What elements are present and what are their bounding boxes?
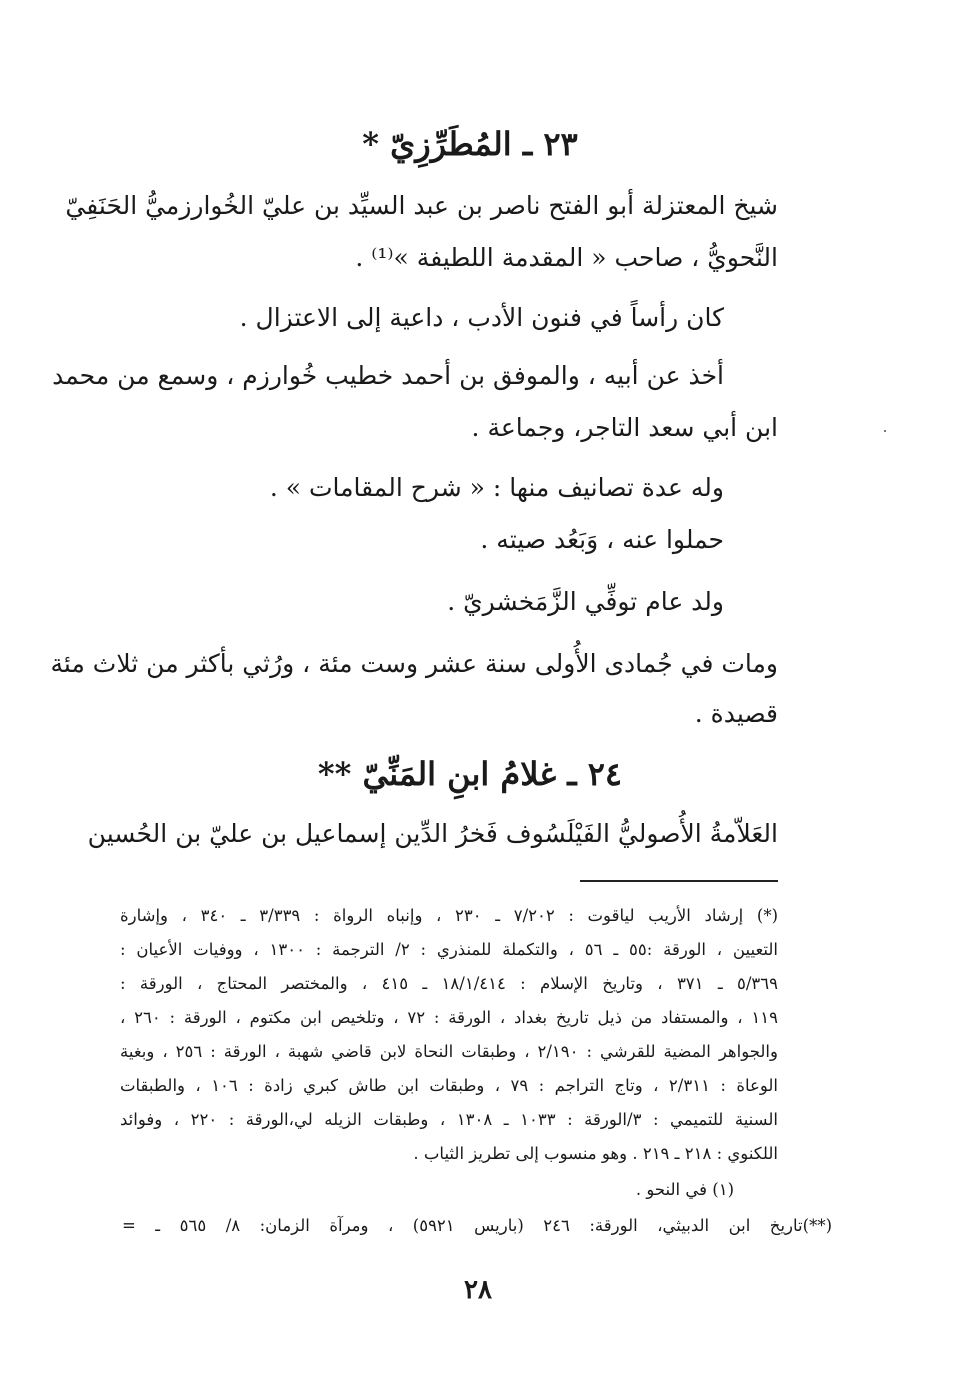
entry-23-heading: ٢٣ ـ المُطَرِّزِيّ * xyxy=(362,125,578,163)
scan-speck xyxy=(884,430,886,432)
footnote-line-3: ٥/٣٦٩ ـ ٣٧١ ، وتاريخ الإسلام : ١٨/١/٤١٤ ـ ٤١٥ ، والمختصر المحتاج ، الورقة : xyxy=(120,974,778,993)
page-number: ٢٨ xyxy=(464,1275,492,1305)
entry-23-intro-line-1: شيخ المعتزلة أبو الفتح ناصر بن عبد السيِّد بن عليّ الخُوارزميُّ الحَنَفِيّ xyxy=(65,191,778,220)
footnote-double-star: (**)تاريخ ابن الدبيثي، الورقة: ٢٤٦ (باريس ٥٩٢١) ، ومرآة الزمان: ٨/ ٥٦٥ ـ = xyxy=(122,1216,832,1235)
footnote-1: (١) في النحو . xyxy=(635,1180,734,1199)
entry-24-heading: ٢٤ ـ غلامُ ابنِ المَنِّيّ ** xyxy=(317,755,623,793)
entry-23-death-line-2: قصيدة . xyxy=(694,699,778,728)
entry-23-death-line-1: ومات في جُمادى الأُولى سنة عشر وست مئة ، ورُثي بأكثر من ثلاث مئة xyxy=(50,649,778,678)
footnote-line-6: الوعاة : ٢/٣١١ ، وتاج التراجم : ٧٩ ، وطبقات ابن طاش كبري زادة : ١٠٦ ، والطبقات xyxy=(120,1076,778,1095)
entry-23-teachers-line-2: ابن أبي سعد التاجر، وجماعة . xyxy=(471,413,778,442)
footnote-line-5: والجواهر المضية للقرشي : ٢/١٩٠ ، وطبقات النحاة لابن قاضي شهبة ، الورقة : ٢٥٦ ، وبغية xyxy=(120,1042,778,1061)
footnote-line-2: التعيين ، الورقة :٥٥ ـ ٥٦ ، والتكملة للمنذري : ٢/ الترجمة : ١٣٠٠ ، ووفيات الأعيان : xyxy=(120,940,778,959)
footnote-line-7: السنية للتميمي : ٣/الورقة : ١٠٣٣ ـ ١٣٠٨ ، وطبقات الزيله لي،الورقة : ٢٢٠ ، وفوائد xyxy=(120,1110,778,1129)
entry-23-paragraph-adab: كان رأساً في فنون الأدب ، داعية إلى الاعتزال . xyxy=(239,303,724,332)
entry-23-teachers-line-1: أخذ عن أبيه ، والموفق بن أحمد خطيب خُوارزم ، وسمع من محمد xyxy=(52,361,724,390)
entry-23-birth: ولد عام توفِّي الزَّمَخشريّ . xyxy=(447,587,724,616)
entry-24-line-1: العَلاّمةُ الأُصوليُّ الفَيْلَسُوف فَخرُ الدِّين إسماعيل بن عليّ بن الحُسين xyxy=(87,819,778,848)
entry-23-works: وله عدة تصانيف منها : « شرح المقامات » . xyxy=(269,473,724,502)
entry-23-intro-line-2: النَّحويُّ ، صاحب « المقدمة اللطيفة »⁽¹⁾ . xyxy=(355,243,778,272)
footnote-line-1: (*) إرشاد الأريب لياقوت : ٧/٢٠٢ ـ ٢٣٠ ، وإنباه الرواة : ٣/٣٣٩ ـ ٣٤٠ ، وإشارة xyxy=(120,906,778,925)
entry-23-students: حملوا عنه ، وَبَعُد صيته . xyxy=(480,525,724,554)
footnote-line-8: اللكنوي : ٢١٨ ـ ٢١٩ . وهو منسوب إلى تطريز الثياب . xyxy=(413,1144,778,1163)
footnote-separator xyxy=(580,880,778,882)
footnote-line-4: ١١٩ ، والمستفاد من ذيل تاريخ بغداد ، الورقة : ٧٢ ، وتلخيص ابن مكتوم ، الورقة : ٢٦٠ ، xyxy=(120,1008,778,1027)
